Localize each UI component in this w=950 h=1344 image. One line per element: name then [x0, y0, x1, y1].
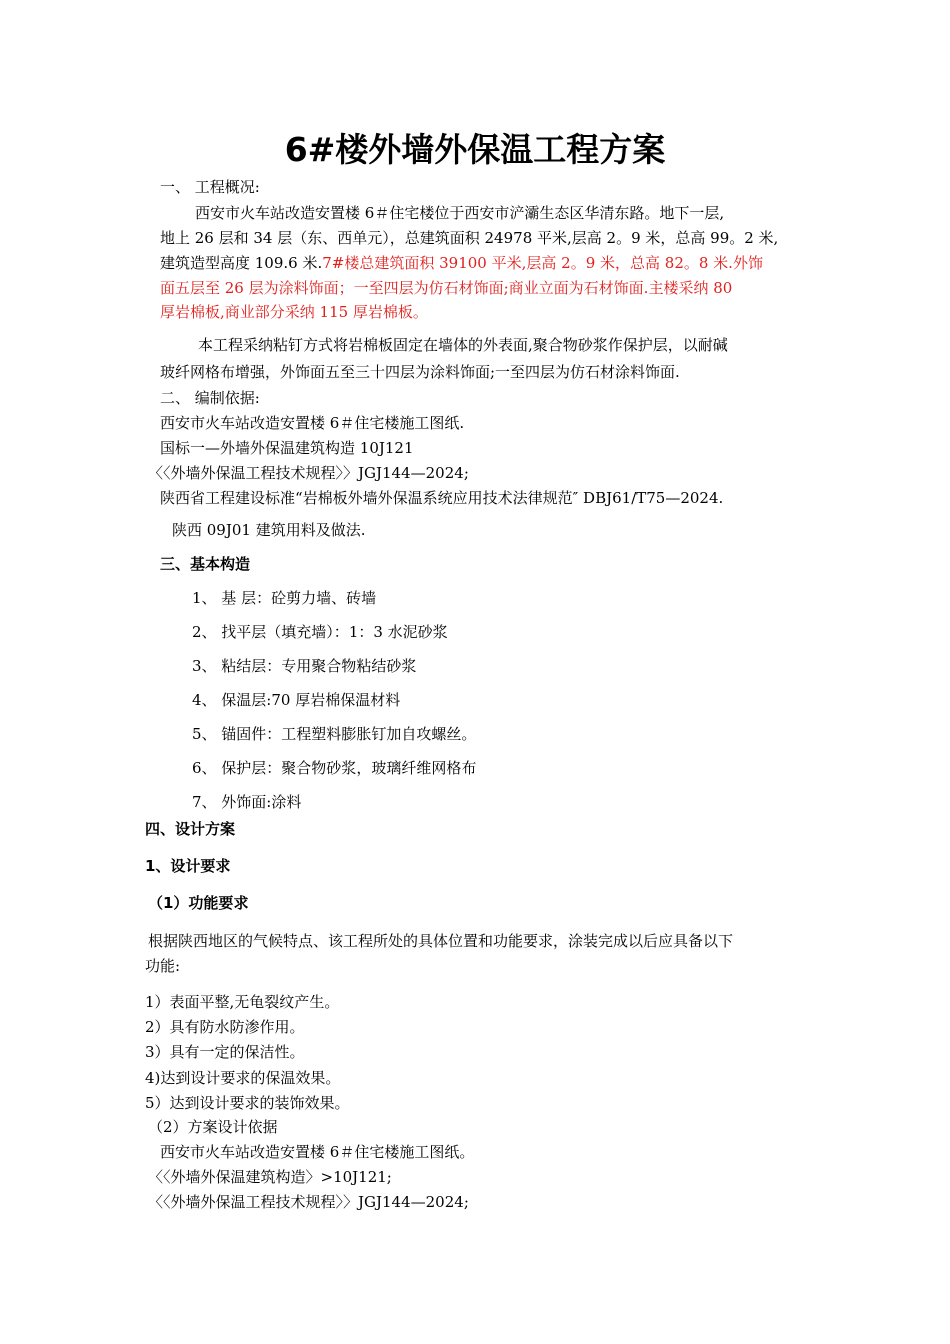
requirement-item: 1）表面平整,无龟裂纹产生。 — [145, 993, 340, 1011]
structure-item: 1、 基 层：砼剪力墙、砖墙 — [192, 589, 377, 607]
section-heading-structure: 三、基本构造 — [160, 555, 251, 573]
requirements-intro-line: 功能: — [145, 957, 181, 975]
overview-line-red: 厚岩棉板,商业部分采纳 115 厚岩棉板。 — [160, 303, 428, 321]
structure-item: 2、 找平层（填充墙）：1：3 水泥砂浆 — [192, 623, 448, 641]
structure-item: 6、 保护层：聚合物砂浆，玻璃纤维网格布 — [192, 759, 477, 777]
structure-item: 3、 粘结层：专用聚合物粘结砂浆 — [192, 657, 417, 675]
design-basis-item: 西安市火车站改造安置楼 6＃住宅楼施工图纸。 — [160, 1143, 475, 1161]
requirement-item: 2）具有防水防渗作用。 — [145, 1018, 305, 1036]
basis-item: 国标一—外墙外保温建筑构造 10J121 — [160, 439, 414, 457]
basis-item: 〈〈外墙外保温工程技术规程〉〉JGJ144—2024; — [148, 464, 469, 482]
structure-item: 7、 外饰面:涂料 — [192, 793, 302, 811]
overview-text-red: 7#楼总建筑面积 39100 平米,层高 2。9 米，总高 82。8 米.外饰 — [322, 254, 763, 272]
section-heading-design: 四、设计方案 — [145, 820, 236, 838]
basis-item: 陕西省工程建设标准“岩棉板外墙外保温系统应用技术法律规范″ DBJ61/T75—2024. — [160, 489, 724, 507]
requirement-item: 4)达到设计要求的保温效果。 — [145, 1069, 341, 1087]
section-heading-basis: 二、 编制依据: — [160, 389, 260, 407]
page-title: 6#楼外墙外保温工程方案 — [284, 130, 666, 169]
subheading-function-requirements: （1）功能要求 — [148, 894, 249, 912]
structure-item: 4、 保温层:70 厚岩棉保温材料 — [192, 691, 401, 709]
overview-line: 本工程采纳粘钉方式将岩棉板固定在墙体的外表面,聚合物砂浆作保护层，以耐碱 — [198, 336, 728, 354]
design-basis-item: 〈〈外墙外保温建筑构造〉>10J121; — [148, 1168, 392, 1186]
basis-item: 西安市火车站改造安置楼 6＃住宅楼施工图纸. — [160, 414, 465, 432]
subheading-design-basis: （2）方案设计依据 — [148, 1118, 278, 1136]
requirement-item: 5）达到设计要求的装饰效果。 — [145, 1094, 350, 1112]
section-heading-overview: 一、 工程概况: — [160, 178, 260, 196]
requirements-intro-line: 根据陕西地区的气候特点、该工程所处的具体位置和功能要求，涂装完成以后应具备以下 — [148, 932, 734, 950]
overview-line — [160, 253, 763, 273]
structure-item: 5、 锚固件：工程塑料膨胀钉加自攻螺丝。 — [192, 725, 477, 743]
overview-line: 西安市火车站改造安置楼 6＃住宅楼位于西安市浐灞生态区华清东路。地下一层, — [195, 204, 725, 222]
design-basis-item: 〈〈外墙外保温工程技术规程〉〉JGJ144—2024; — [148, 1193, 469, 1211]
overview-line: 玻纤网格布增强，外饰面五至三十四层为涂料饰面;一至四层为仿石材涂料饰面. — [160, 363, 680, 381]
overview-line: 地上 26 层和 34 层（东、西单元），总建筑面积 24978 平米,层高 2。9 米，总高 99。2 米, — [160, 229, 779, 247]
subheading-design-requirements: 1、设计要求 — [145, 857, 231, 875]
requirement-item: 3）具有一定的保洁性。 — [145, 1043, 305, 1061]
overview-text-black: 建筑造型高度 109.6 米. — [160, 254, 323, 272]
overview-line-red: 面五层至 26 层为涂料饰面；一至四层为仿石材饰面;商业立面为石材饰面.主楼采纳 80 — [160, 279, 733, 297]
basis-item: 陕西 09J01 建筑用料及做法. — [172, 521, 366, 539]
